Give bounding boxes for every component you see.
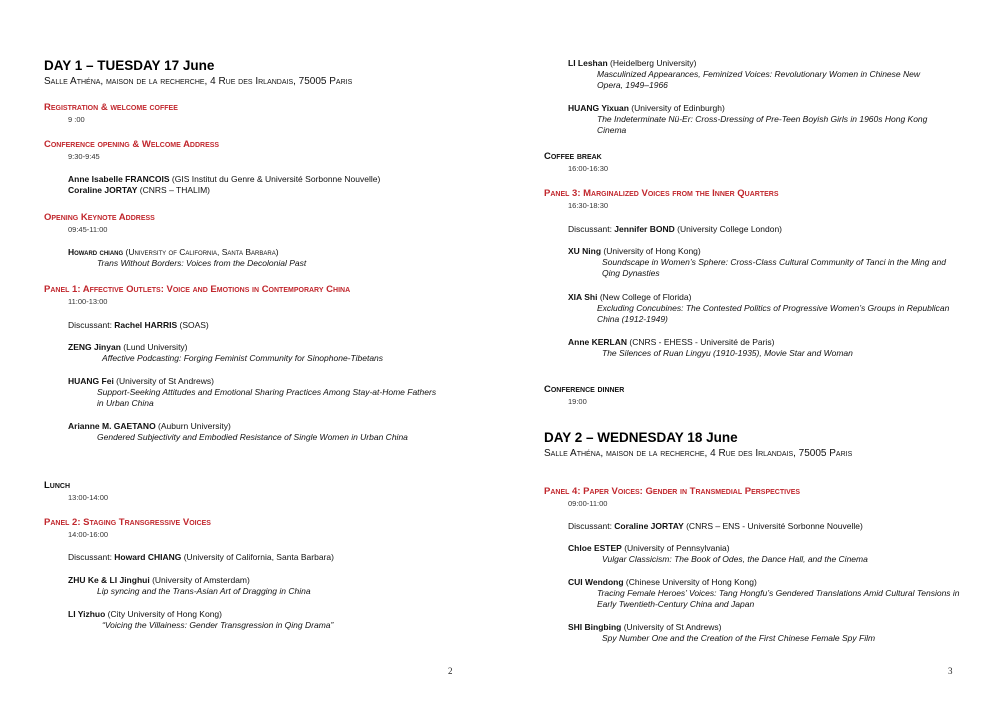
speaker-affiliation: (University of Hong Kong): [601, 246, 701, 256]
panel4-paper-1-title: Vulgar Classicism: The Book of Odes, the Dance Hall, and the Cinema: [602, 554, 868, 564]
discussant-name: Jennifer BOND: [614, 224, 675, 234]
speaker-affiliation: (Chinese University of Hong Kong): [623, 577, 757, 587]
discussant-affiliation: (University of California, Santa Barbara): [181, 552, 334, 562]
keynote-time: 09:45-11:00: [68, 225, 108, 234]
panel1-paper-2-title: Support-Seeking Attitudes and Emotional Sharing Practices Among Stay-at-Home Fathers in Urban China: [97, 387, 437, 408]
speaker-name: XIA Shi: [568, 292, 598, 302]
discussant-affiliation: (CNRS – ENS - Université Sorbonne Nouvelle): [683, 521, 863, 531]
speaker-name: SHI Bingbing: [568, 622, 622, 632]
speaker-name: Anne KERLAN: [568, 337, 628, 347]
dinner-time: 19:00: [568, 397, 587, 406]
speaker-affiliation: (University of Amsterdam): [149, 575, 250, 585]
panel1-speaker-2: [68, 376, 214, 386]
dinner-heading: Conference dinner: [544, 384, 625, 395]
day1-venue: Salle Athéna, maison de la recherche, 4 Rue des Irlandais, 75005 Paris: [44, 76, 353, 87]
speaker-name: HUANG Fei: [68, 376, 114, 386]
panel1-paper-1-title: Affective Podcasting: Forging Feminist Community for Sinophone-Tibetans: [102, 353, 384, 363]
opening-speaker-2: [68, 185, 210, 195]
panel3-time: 16:30-18:30: [568, 201, 609, 210]
speaker-name: LI Yizhuo: [68, 609, 106, 619]
panel2-paper-1-title: Lip syncing and the Trans-Asian Art of Dragging in China: [97, 586, 311, 596]
panel4-paper-2-title: Tracing Female Heroes’ Voices: Tang Hongfu’s Gendered Translations Amid Cultural Tensions in Early Twentieth-Century China and Japan: [597, 588, 960, 609]
speaker-name: HUANG Yixuan: [568, 103, 629, 113]
day2-venue: Salle Athéna, maison de la recherche, 4 Rue des Irlandais, 75005 Paris: [544, 448, 853, 459]
panel3-speaker-1: [568, 246, 701, 256]
speaker-name: ZHU Ke & LI Jinghui: [68, 575, 150, 585]
keynote-title: Trans Without Borders: Voices from the Decolonial Past: [97, 258, 307, 268]
speaker-affiliation: (University of California, Santa Barbara): [123, 247, 279, 257]
speaker-affiliation: (University of Edinburgh): [628, 103, 725, 113]
speaker-name: Howard chiang: [68, 247, 124, 257]
panel4-discussant: [568, 521, 863, 531]
panel1-heading: Panel 1: Affective Outlets: Voice and Emotions in Contemporary China: [44, 284, 351, 295]
speaker-name: ZENG Jinyan: [68, 342, 121, 352]
panel2-discussant: [68, 552, 334, 562]
speaker-affiliation: (University of Pennsylvania): [621, 543, 730, 553]
discussant-label: Discussant:: [568, 521, 615, 531]
opening-heading: Conference opening & Welcome Address: [44, 139, 220, 150]
discussant-name: Howard CHIANG: [114, 552, 182, 562]
speaker-affiliation: (University of St Andrews): [113, 376, 214, 386]
speaker-name: LI Leshan: [568, 58, 608, 68]
speaker-name: Anne Isabelle FRANCOIS: [68, 174, 170, 184]
discussant-label: Discussant:: [568, 224, 615, 234]
panel3-paper-2-title: Excluding Concubines: The Contested Politics of Progressive Women’s Groups in Republican China (1912-1949): [597, 303, 950, 324]
panel2-paper-2-title: “Voicing the Villainess: Gender Transgression in Qing Drama”: [102, 620, 334, 630]
page-number-left: 2: [448, 666, 453, 676]
right-page: [500, 0, 1000, 705]
panel3-discussant: [568, 224, 782, 234]
panel2-time: 14:00-16:00: [68, 530, 109, 539]
panel3-speaker-2: [568, 292, 691, 302]
registration-time: 9 :00: [68, 115, 85, 124]
panel2-speaker-2: [68, 609, 222, 619]
speaker-name: Chloe ESTEP: [568, 543, 622, 553]
speaker-affiliation: (GIS Institut du Genre & Université Sorbonne Nouvelle): [169, 174, 381, 184]
registration-heading: Registration & welcome coffee: [44, 102, 178, 113]
panel3-speaker-3: [568, 337, 774, 347]
panel2-paper-3-title: Masculinized Appearances, Feminized Voices: Revolutionary Women in Chinese New Opera, 1949–1966: [597, 69, 920, 90]
discussant-label: Discussant:: [68, 552, 115, 562]
discussant-affiliation: (SOAS): [177, 320, 209, 330]
panel4-time: 09:00-11:00: [568, 499, 608, 508]
panel4-speaker-2: [568, 577, 757, 587]
discussant-name: Coraline JORTAY: [614, 521, 684, 531]
panel2-paper-4-title: The Indeterminate Nü-Er: Cross-Dressing of Pre-Teen Boyish Girls in 1960s Hong Kong Cinema: [597, 114, 928, 135]
panel1-paper-3-title: Gendered Subjectivity and Embodied Resistance of Single Women in Urban China: [97, 432, 408, 442]
discussant-name: Rachel HARRIS: [114, 320, 178, 330]
page-number-right: 3: [948, 666, 953, 676]
panel2-speaker-4: [568, 103, 725, 113]
keynote-speaker: [68, 247, 279, 257]
panel3-paper-1-title: Soundscape in Women’s Sphere: Cross-Class Cultural Community of Tanci in the Ming and Qing Dynasties: [602, 257, 946, 278]
panel4-speaker-3: [568, 622, 722, 632]
keynote-heading: Opening Keynote Address: [44, 212, 155, 223]
coffee-heading: Coffee break: [544, 151, 602, 162]
speaker-affiliation: (CNRS – THALIM): [137, 185, 211, 195]
panel2-speaker-1: [68, 575, 250, 585]
panel1-time: 11:00-13:00: [68, 297, 108, 306]
opening-speaker-1: [68, 174, 380, 184]
day1-title: DAY 1 – TUESDAY 17 June: [44, 58, 215, 73]
panel1-speaker-3: [68, 421, 231, 431]
panel4-heading: Panel 4: Paper Voices: Gender in Transmedial Perspectives: [544, 486, 801, 497]
panel3-heading: Panel 3: Marginalized Voices from the Inner Quarters: [544, 188, 779, 199]
speaker-name: Arianne M. GAETANO: [68, 421, 156, 431]
discussant-affiliation: (University College London): [674, 224, 783, 234]
speaker-name: XU Ning: [568, 246, 602, 256]
speaker-affiliation: (Auburn University): [155, 421, 231, 431]
speaker-affiliation: (New College of Florida): [597, 292, 692, 302]
speaker-affiliation: (Lund University): [120, 342, 188, 352]
panel1-discussant: [68, 320, 209, 330]
opening-time: 9:30-9:45: [68, 152, 100, 161]
speaker-affiliation: (University of St Andrews): [621, 622, 722, 632]
speaker-affiliation: (CNRS - EHESS - Université de Paris): [627, 337, 775, 347]
panel2-heading: Panel 2: Staging Transgressive Voices: [44, 517, 211, 528]
speaker-affiliation: (Heidelberg University): [607, 58, 697, 68]
speaker-name: Coraline JORTAY: [68, 185, 138, 195]
lunch-heading: Lunch: [44, 480, 71, 491]
discussant-label: Discussant:: [68, 320, 115, 330]
coffee-time: 16:00-16:30: [568, 164, 609, 173]
speaker-name: CUI Wendong: [568, 577, 624, 587]
panel2-speaker-3: [568, 58, 697, 68]
panel4-speaker-1: [568, 543, 730, 553]
panel4-paper-3-title: Spy Number One and the Creation of the First Chinese Female Spy Film: [602, 633, 876, 643]
panel3-paper-3-title: The Silences of Ruan Lingyu (1910-1935), Movie Star and Woman: [602, 348, 853, 358]
lunch-time: 13:00-14:00: [68, 493, 109, 502]
panel1-speaker-1: [68, 342, 188, 352]
day2-title: DAY 2 – WEDNESDAY 18 June: [544, 430, 738, 445]
speaker-affiliation: (City University of Hong Kong): [105, 609, 222, 619]
